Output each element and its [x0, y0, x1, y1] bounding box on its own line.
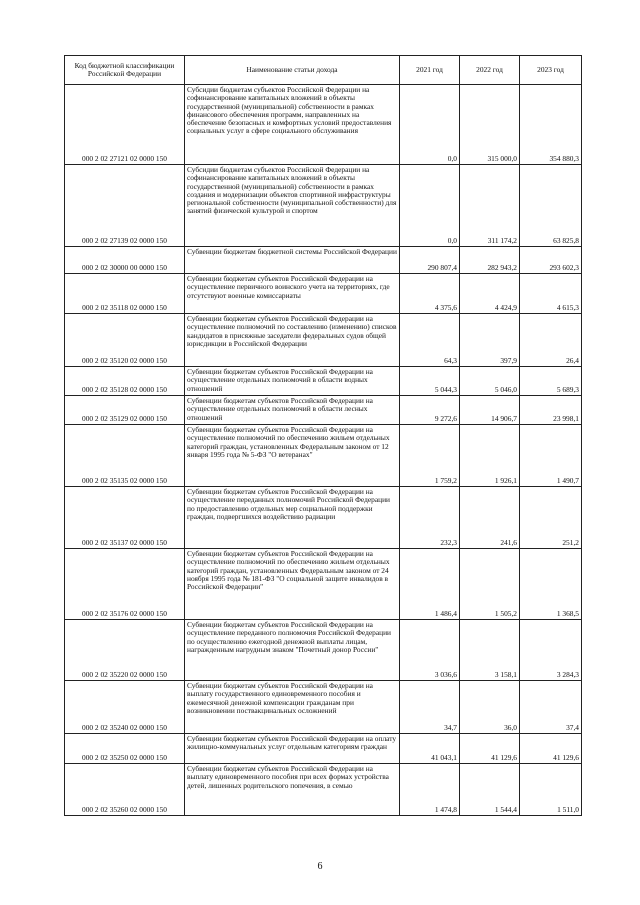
cell-2022: 3 158,1	[460, 620, 520, 681]
cell-2021: 9 272,6	[400, 396, 460, 425]
cell-2023: 26,4	[520, 314, 582, 367]
cell-2021: 232,3	[400, 487, 460, 549]
cell-name: Субсидии бюджетам субъектов Российской Федерации на софинансирование капитальных вложений в объекты государственной (муниципальной) собственности в рамках финансового обеспечения программ, направленных на обеспечение безопасных и комфортных условий предоставления социальных услуг в сфере социального обслуживания	[185, 85, 400, 165]
cell-2022: 36,0	[460, 681, 520, 734]
table-row	[65, 247, 582, 274]
cell-2021: 1 759,2	[400, 425, 460, 487]
cell-name: Субвенции бюджетам субъектов Российской Федерации на осуществление отдельных полномочий в области лесных отношений	[185, 396, 400, 425]
cell-code: 000 2 02 27139 02 0000 150	[65, 165, 185, 247]
table-row	[65, 734, 582, 764]
cell-code: 000 2 02 35220 02 0000 150	[65, 620, 185, 681]
cell-2021: 41 043,1	[400, 734, 460, 764]
cell-2022: 315 000,0	[460, 85, 520, 165]
cell-code: 000 2 02 35129 02 0000 150	[65, 396, 185, 425]
cell-2023: 23 998,1	[520, 396, 582, 425]
cell-name: Субвенции бюджетам бюджетной системы Российской Федерации	[185, 247, 400, 274]
header-code: Код бюджетной классификации Российской Федерации	[65, 56, 185, 85]
table-row	[65, 396, 582, 425]
cell-2021: 1 486,4	[400, 549, 460, 620]
cell-2022: 14 906,7	[460, 396, 520, 425]
cell-name: Субвенции бюджетам субъектов Российской Федерации на осуществление отдельных полномочий в области водных отношений	[185, 367, 400, 396]
table-row	[65, 367, 582, 396]
table-row	[65, 165, 582, 247]
cell-code: 000 2 02 35120 02 0000 150	[65, 314, 185, 367]
cell-code: 000 2 02 35260 02 0000 150	[65, 764, 185, 816]
cell-2021: 0,0	[400, 165, 460, 247]
cell-name: Субвенции бюджетам субъектов Российской Федерации на осуществление полномочий по обеспечению жильем отдельных категорий граждан, установленных Федеральным законом от 24 ноября 1995 года № 181-ФЗ "О социальной защите инвалидов в Российской Федерации"	[185, 549, 400, 620]
cell-code: 000 2 02 35118 02 0000 150	[65, 274, 185, 314]
cell-2022: 397,9	[460, 314, 520, 367]
cell-2021: 1 474,8	[400, 764, 460, 816]
cell-code: 000 2 02 35128 02 0000 150	[65, 367, 185, 396]
table-row	[65, 314, 582, 367]
cell-name: Субвенции бюджетам субъектов Российской Федерации на осуществление переданных полномочий Российской Федерации по предоставлению отдельных мер социальной поддержки граждан, подвергшихся воздействию радиации	[185, 487, 400, 549]
cell-2022: 41 129,6	[460, 734, 520, 764]
header-2021: 2021 год	[400, 56, 460, 85]
cell-2023: 41 129,6	[520, 734, 582, 764]
cell-name: Субвенции бюджетам субъектов Российской Федерации на оплату жилищно-коммунальных услуг отдельным категориям граждан	[185, 734, 400, 764]
cell-2022: 4 424,9	[460, 274, 520, 314]
table-row	[65, 274, 582, 314]
cell-2021: 290 807,4	[400, 247, 460, 274]
cell-2022: 282 943,2	[460, 247, 520, 274]
table-row	[65, 487, 582, 549]
cell-2023: 354 880,3	[520, 85, 582, 165]
cell-code: 000 2 02 35137 02 0000 150	[65, 487, 185, 549]
cell-2022: 5 046,0	[460, 367, 520, 396]
cell-name: Субсидии бюджетам субъектов Российской Федерации на софинансирование капитальных вложений в объекты государственной (муниципальной) собственности в рамках создания и модернизации объектов спортивной инфраструктуры региональной собственности (муниципальной собственности) для занятий физической культурой и спортом	[185, 165, 400, 247]
cell-2023: 3 284,3	[520, 620, 582, 681]
cell-code: 000 2 02 35135 02 0000 150	[65, 425, 185, 487]
header-2022: 2022 год	[460, 56, 520, 85]
cell-2023: 5 689,3	[520, 367, 582, 396]
table-row	[65, 620, 582, 681]
cell-2022: 1 505,2	[460, 549, 520, 620]
header-name: Наименование статьи дохода	[185, 56, 400, 85]
cell-2023: 293 602,3	[520, 247, 582, 274]
cell-2023: 63 825,8	[520, 165, 582, 247]
cell-2021: 5 044,3	[400, 367, 460, 396]
cell-2021: 4 375,6	[400, 274, 460, 314]
cell-code: 000 2 02 27121 02 0000 150	[65, 85, 185, 165]
cell-2023: 1 368,5	[520, 549, 582, 620]
cell-name: Субвенции бюджетам субъектов Российской Федерации на выплату государственного единовременного пособия и ежемесячной денежной компенсации гражданам при возникновении поствакцинальных осложнений	[185, 681, 400, 734]
cell-code: 000 2 02 35176 02 0000 150	[65, 549, 185, 620]
table-row	[65, 764, 582, 816]
cell-2023: 37,4	[520, 681, 582, 734]
cell-code: 000 2 02 30000 00 0000 150	[65, 247, 185, 274]
table-header-row	[65, 56, 582, 85]
table-row	[65, 549, 582, 620]
table-row	[65, 681, 582, 734]
cell-2022: 311 174,2	[460, 165, 520, 247]
cell-name: Субвенции бюджетам субъектов Российской Федерации на осуществление первичного воинского учета на территориях, где отсутствуют военные комиссариаты	[185, 274, 400, 314]
table-row	[65, 85, 582, 165]
cell-name: Субвенции бюджетам субъектов Российской Федерации на выплату единовременного пособия при всех формах устройства детей, лишенных родительского попечения, в семью	[185, 764, 400, 816]
cell-code: 000 2 02 35250 02 0000 150	[65, 734, 185, 764]
cell-2022: 1 544,4	[460, 764, 520, 816]
cell-2021: 34,7	[400, 681, 460, 734]
cell-2023: 1 511,0	[520, 764, 582, 816]
cell-2023: 251,2	[520, 487, 582, 549]
cell-2022: 241,6	[460, 487, 520, 549]
cell-2021: 0,0	[400, 85, 460, 165]
table-row	[65, 425, 582, 487]
cell-code: 000 2 02 35240 02 0000 150	[65, 681, 185, 734]
cell-2022: 1 926,1	[460, 425, 520, 487]
cell-2023: 1 490,7	[520, 425, 582, 487]
cell-2021: 3 036,6	[400, 620, 460, 681]
cell-name: Субвенции бюджетам субъектов Российской Федерации на осуществление полномочий по обеспечению жильем отдельных категорий граждан, установленных Федеральным законом от 12 января 1995 года № 5-ФЗ "О ветеранах"	[185, 425, 400, 487]
page-number: 6	[317, 861, 323, 872]
revenue-table	[64, 55, 582, 816]
cell-2021: 64,3	[400, 314, 460, 367]
cell-2023: 4 615,3	[520, 274, 582, 314]
cell-name: Субвенции бюджетам субъектов Российской Федерации на осуществление переданного полномочия Российской Федерации по осуществлению ежегодной денежной выплаты лицам, награжденным нагрудным знаком "Почетный донор России"	[185, 620, 400, 681]
cell-name: Субвенции бюджетам субъектов Российской Федерации на осуществление полномочий по составлению (изменению) списков кандидатов в присяжные заседатели федеральных судов общей юрисдикции в Российской Федерации	[185, 314, 400, 367]
header-2023: 2023 год	[520, 56, 582, 85]
